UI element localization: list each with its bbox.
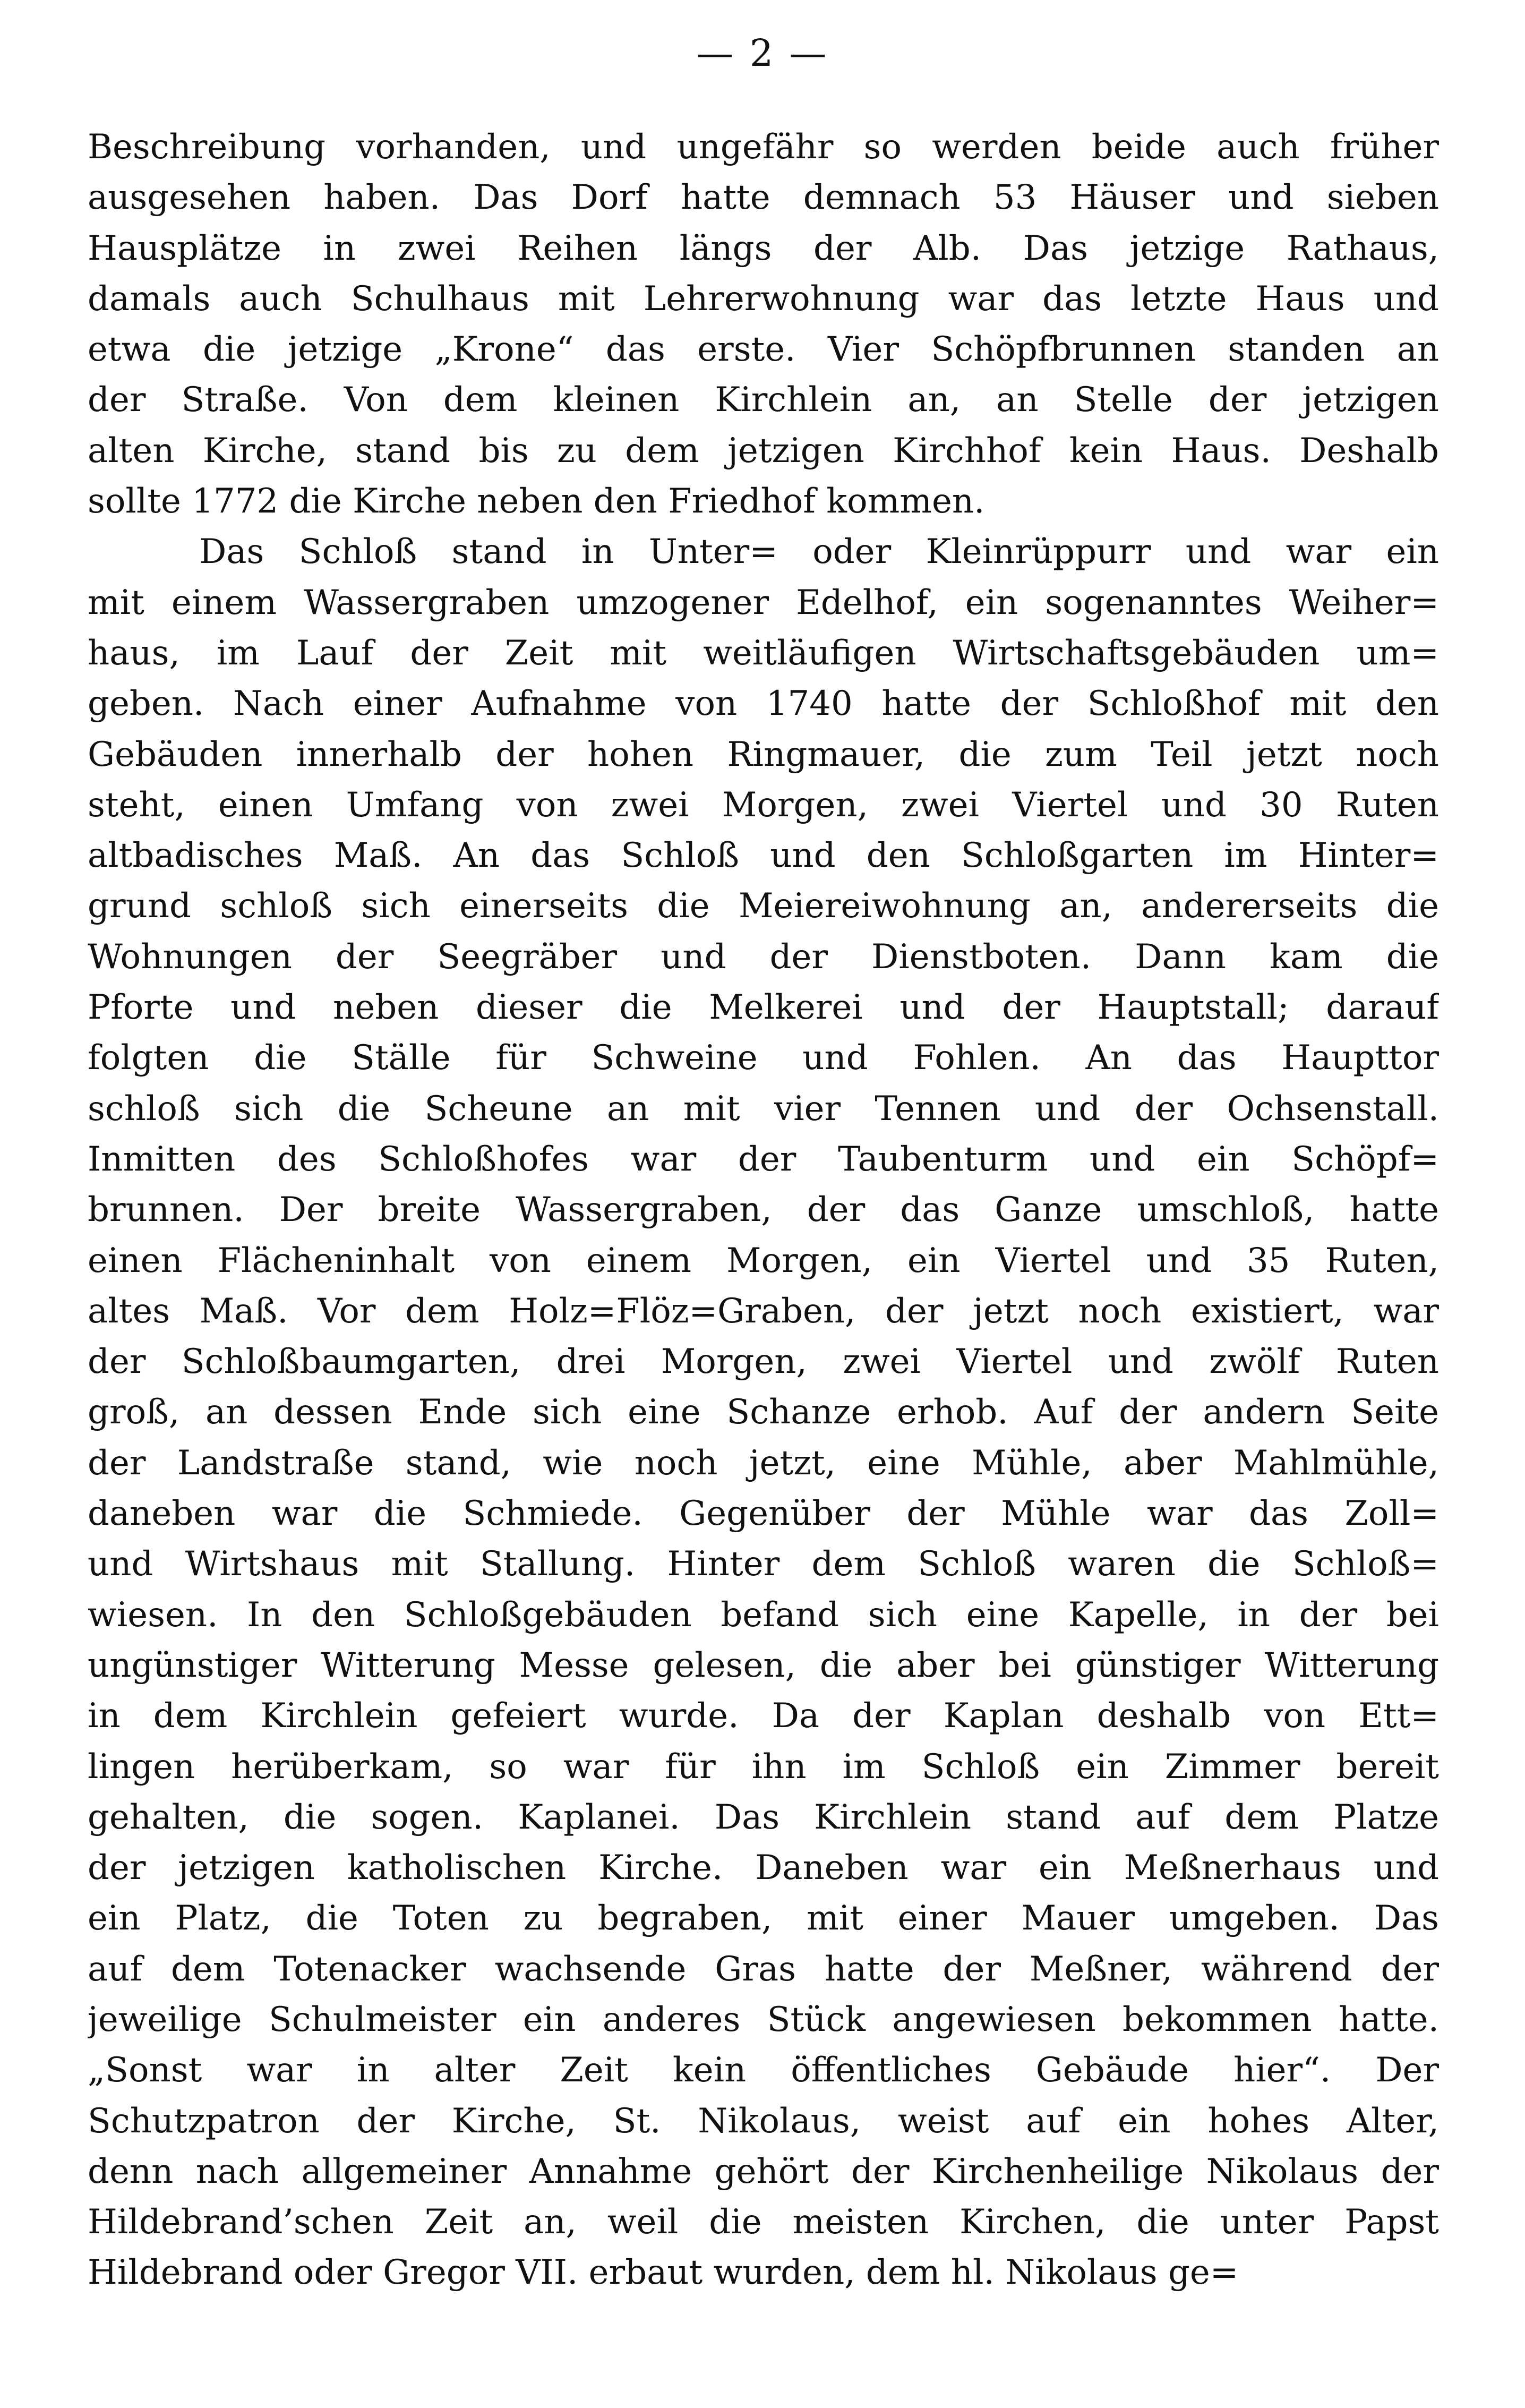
text-line: jeweilige Schulmeister ein anderes Stück angewiesen bekommen hatte. [88, 2000, 1439, 2039]
text-line: lingen herüberkam, so war für ihn im Schloß ein Zimmer bereit [88, 1747, 1439, 1787]
text-line: der Landstraße stand, wie noch jetzt, eine Mühle, aber Mahlmühle, [88, 1443, 1439, 1483]
text-line: ausgesehen haben. Das Dorf hatte demnach 53 Häuser und sieben [88, 178, 1439, 218]
text-line: Pforte und neben dieser die Melkerei und der Hauptstall; darauf [88, 988, 1439, 1028]
text-line: auf dem Totenacker wachsende Gras hatte der Meßner, während der [88, 1949, 1439, 1989]
body-text [88, 122, 1439, 2299]
text-line: Gebäuden innerhalb der hohen Ringmauer, die zum Teil jetzt noch [88, 735, 1439, 774]
text-line: altbadisches Maß. An das Schloß und den Schloßgarten im Hinter= [88, 836, 1439, 876]
text-line: brunnen. Der breite Wassergraben, der das Ganze umschloß, hatte [88, 1190, 1439, 1230]
text-line: „Sonst war in alter Zeit kein öffentliches Gebäude hier“. Der [88, 2051, 1439, 2090]
text-line: schloß sich die Scheune an mit vier Tennen und der Ochsenstall. [88, 1089, 1439, 1129]
text-line: denn nach allgemeiner Annahme gehört der Kirchenheilige Nikolaus der [88, 2151, 1439, 2191]
text-line: alten Kirche, stand bis zu dem jetzigen Kirchhof kein Haus. Deshalb [88, 431, 1439, 471]
text-line: der Straße. Von dem kleinen Kirchlein an, an Stelle der jetzigen [88, 380, 1439, 420]
text-line: daneben war die Schmiede. Gegenüber der Mühle war das Zoll= [88, 1494, 1439, 1534]
text-line: folgten die Ställe für Schweine und Fohlen. An das Haupttor [88, 1038, 1439, 1078]
text-line: Das Schloß stand in Unter= oder Kleinrüppurr und war ein [199, 532, 1439, 572]
text-line: gehalten, die sogen. Kaplanei. Das Kirchlein stand auf dem Platze [88, 1797, 1439, 1837]
text-line: und Wirtshaus mit Stallung. Hinter dem Schloß waren die Schloß= [88, 1544, 1439, 1584]
text-line: damals auch Schulhaus mit Lehrerwohnung war das letzte Haus und [88, 279, 1439, 319]
text-line: Inmitten des Schloßhofes war der Taubenturm und ein Schöpf= [88, 1139, 1439, 1179]
text-line: grund schloß sich einerseits die Meiereiwohnung an, andererseits die [88, 886, 1439, 926]
text-line: groß, an dessen Ende sich eine Schanze erhob. Auf der andern Seite [88, 1393, 1439, 1432]
text-line: Beschreibung vorhanden, und ungefähr so werden beide auch früher [88, 127, 1439, 167]
text-line: haus, im Lauf der Zeit mit weitläufigen Wirtschaftsgebäuden um= [88, 633, 1439, 673]
text-line: der Schloßbaumgarten, drei Morgen, zwei Viertel und zwölf Ruten [88, 1342, 1439, 1382]
text-line: altes Maß. Vor dem Holz=Flöz=Graben, der jetzt noch existiert, war [88, 1291, 1439, 1331]
text-line: der jetzigen katholischen Kirche. Daneben war ein Meßnerhaus und [88, 1848, 1439, 1888]
text-line: einen Flächeninhalt von einem Morgen, ein Viertel und 35 Ruten, [88, 1241, 1439, 1280]
text-line: Hildebrand’schen Zeit an, weil die meisten Kirchen, die unter Papst [88, 2202, 1439, 2242]
text-line: wiesen. In den Schloßgebäuden befand sich eine Kapelle, in der bei [88, 1595, 1439, 1635]
text-line: ungünstiger Witterung Messe gelesen, die aber bei günstiger Witterung [88, 1645, 1439, 1685]
text-line: steht, einen Umfang von zwei Morgen, zwei Viertel und 30 Ruten [88, 785, 1439, 825]
text-line: ein Platz, die Toten zu begraben, mit einer Mauer umgeben. Das [88, 1899, 1439, 1939]
text-line: Wohnungen der Seegräber und der Dienstboten. Dann kam die [88, 937, 1439, 977]
text-line: in dem Kirchlein gefeiert wurde. Da der Kaplan deshalb von Ett= [88, 1696, 1439, 1736]
text-line: Hausplätze in zwei Reihen längs der Alb. Das jetzige Rathaus, [88, 228, 1439, 268]
text-line: mit einem Wassergraben umzogener Edelhof, ein sogenanntes Weiher= [88, 583, 1439, 622]
text-line: Schutzpatron der Kirche, St. Nikolaus, weist auf ein hohes Alter, [88, 2101, 1439, 2141]
text-line: etwa die jetzige „Krone“ das erste. Vier Schöpfbrunnen standen an [88, 330, 1439, 370]
text-line: Hildebrand oder Gregor VII. erbaut wurden, dem hl. Nikolaus ge= [88, 2253, 1239, 2293]
text-line: sollte 1772 die Kirche neben den Friedhof kommen. [88, 482, 985, 522]
page-number: — 2 — [696, 31, 829, 75]
paragraph [88, 122, 1439, 527]
paragraph [88, 527, 1439, 2298]
text-line: geben. Nach einer Aufnahme von 1740 hatte der Schloßhof mit den [88, 684, 1439, 724]
